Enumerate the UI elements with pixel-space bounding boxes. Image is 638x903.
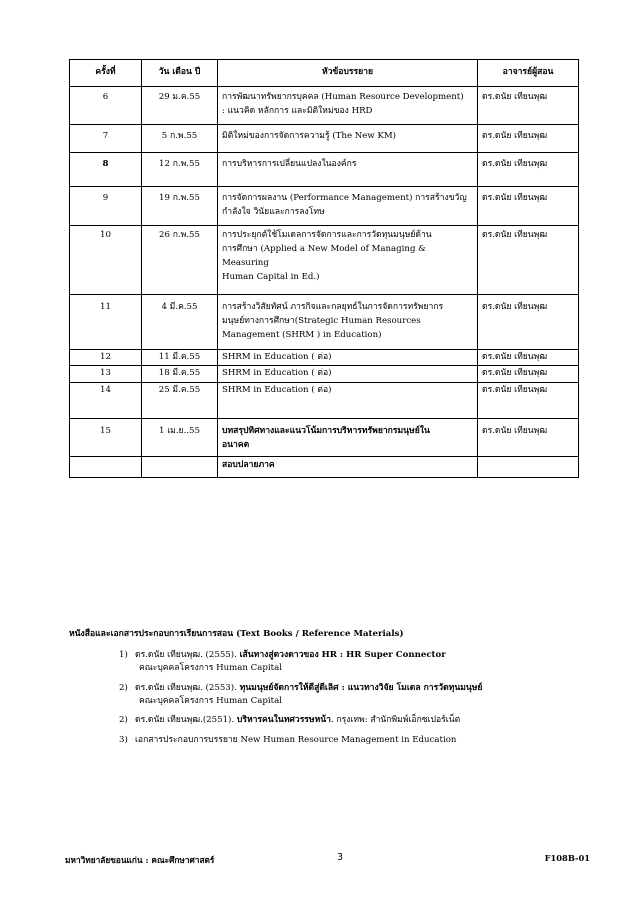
date-cell: 29 ม.ค.55 xyxy=(142,86,218,125)
references-heading: หนังสือและเอกสารประกอบการเรียนการสอน (Text Books / Reference Materials) xyxy=(69,629,404,639)
date-cell: 4 มี.ค.55 xyxy=(142,295,218,349)
topic-line: การจัดการผลงาน (Performance Management) การสร้างขวัญ xyxy=(222,192,467,203)
instructor-cell: ดร.ดนัย เทียนพุฒ xyxy=(478,383,579,419)
empty-cell xyxy=(70,457,142,478)
table-row xyxy=(70,366,579,383)
table-row xyxy=(70,153,579,187)
reference-author: เอกสารประกอบการบรรยาย New Human Resource Management in Education xyxy=(135,735,457,746)
reference-publisher: คณะบุคคลโครงการ Human Capital xyxy=(139,695,282,706)
topic-cell xyxy=(218,226,478,295)
table-row xyxy=(70,125,579,153)
reference-number: 2) xyxy=(119,715,128,726)
session-number-cell: 8 xyxy=(70,153,142,187)
reference-text xyxy=(119,682,482,695)
final-exam-label: สอบปลายภาค xyxy=(218,457,478,478)
table-row xyxy=(70,383,579,419)
session-number-cell: 10 xyxy=(70,226,142,295)
header-date: วัน เดือน ปี xyxy=(142,60,218,87)
instructor-cell: ดร.ดนัย เทียนพุฒ xyxy=(478,186,579,226)
date-cell: 12 ก.พ.55 xyxy=(142,153,218,187)
references-section xyxy=(69,628,589,747)
reference-title: เส้นทางสู่ดวงดาวของ HR : HR Super Connector xyxy=(239,649,446,660)
instructor-cell: ดร.ดนัย เทียนพุฒ xyxy=(478,418,579,457)
date-cell: 11 มี.ค.55 xyxy=(142,349,218,366)
topic-line: Management (SHRM ) in Education) xyxy=(222,329,382,340)
topic-line: SHRM in Education ( ต่อ) xyxy=(222,351,332,362)
lecture-schedule-table xyxy=(69,59,579,478)
topic-line: SHRM in Education ( ต่อ) xyxy=(222,385,332,395)
empty-cell xyxy=(142,457,218,478)
date-cell: 18 มี.ค.55 xyxy=(142,366,218,383)
reference-item xyxy=(69,714,589,727)
topic-cell xyxy=(218,295,478,349)
reference-item xyxy=(69,649,589,662)
session-number-cell: 13 xyxy=(70,366,142,383)
reference-text xyxy=(119,714,460,727)
reference-publisher: . กรุงเทพ: สำนักพิมพ์เอ็กซเปอร์เน็ต xyxy=(330,715,461,726)
reference-number: 1) xyxy=(119,649,128,660)
final-exam-row xyxy=(70,457,579,478)
topic-line: การประยุกต์ใช้โมเดลการจัดการและการวัดทุนมนุษย์ด้าน xyxy=(222,230,432,241)
page-number: 3 xyxy=(337,852,344,863)
table-row xyxy=(70,295,579,349)
table-row xyxy=(70,226,579,295)
empty-cell xyxy=(478,457,579,478)
topic-line: มิติใหม่ของการจัดการความรู้ (The New KM) xyxy=(222,131,397,142)
reference-number: 3) xyxy=(119,735,128,746)
reference-text xyxy=(119,734,456,747)
topic-line: การศึกษา (Applied a New Model of Managing & Measuring xyxy=(222,244,426,268)
date-cell: 1 เม.ย..55 xyxy=(142,418,218,457)
session-number-cell: 12 xyxy=(70,349,142,366)
topic-line: การสร้างวิสัยทัศน์ ภารกิจและกลยุทธ์ในการจัดการทรัพยากร xyxy=(222,302,444,313)
topic-line: การพัฒนาทรัพยากรบุคคล (Human Resource Development) xyxy=(222,91,464,102)
header-instructor: อาจารย์ผู้สอน xyxy=(478,60,579,87)
topic-cell xyxy=(218,186,478,226)
instructor-cell: ดร.ดนัย เทียนพุฒ xyxy=(478,86,579,125)
date-cell: 19 ก.พ.55 xyxy=(142,186,218,226)
reference-title: บริหารคนในทศวรรษหน้า xyxy=(236,715,331,726)
topic-cell xyxy=(218,125,478,153)
session-number-cell: 11 xyxy=(70,295,142,349)
table-row xyxy=(70,86,579,125)
instructor-cell: ดร.ดนัย เทียนพุฒ xyxy=(478,226,579,295)
topic-line: มนุษย์ทางการศึกษา(Strategic Human Resources xyxy=(222,316,421,326)
header-session: ครั้งที่ xyxy=(70,60,142,87)
topic-line: SHRM in Education ( ต่อ) xyxy=(222,368,332,379)
form-code: F108B-01 xyxy=(544,853,590,863)
reference-item xyxy=(69,734,589,747)
reference-publisher: คณะบุคคลโครงการ Human Capital xyxy=(139,662,282,673)
table-row xyxy=(70,186,579,226)
session-number-cell: 14 xyxy=(70,383,142,419)
reference-number: 2) xyxy=(119,682,128,693)
reference-author: ดร.ดนัย เทียนพุฒ. (2555). xyxy=(135,649,237,660)
topic-cell xyxy=(218,349,478,366)
reference-author: ดร.ดนัย เทียนพุฒ. (2553). xyxy=(135,682,237,693)
reference-author: ดร.ดนัย เทียนพุฒ.(2551). xyxy=(135,715,235,726)
topic-line: อนาคต xyxy=(222,439,250,450)
instructor-cell: ดร.ดนัย เทียนพุฒ xyxy=(478,295,579,349)
topic-cell xyxy=(218,86,478,125)
reference-subline xyxy=(69,695,589,708)
topic-cell xyxy=(218,366,478,383)
session-number-cell: 15 xyxy=(70,418,142,457)
date-cell: 5 ก.พ.55 xyxy=(142,125,218,153)
session-number-cell: 9 xyxy=(70,186,142,226)
reference-title: ทุนมนุษย์จัดการให้ดีสู่ดีเลิศ : แนวทางวิจัย โมเดล การวัดทุนมนุษย์ xyxy=(239,682,483,693)
date-cell: 26 ก.พ.55 xyxy=(142,226,218,295)
footer-institution: มหาวิทยาลัยขอนแก่น : คณะศึกษาศาสตร์ xyxy=(65,855,215,865)
topic-line: Human Capital in Ed.) xyxy=(222,271,320,282)
topic-cell xyxy=(218,153,478,187)
topic-line: กำลังใจ วินัยและการลงโทษ xyxy=(222,206,325,217)
date-cell: 25 มี.ค.55 xyxy=(142,383,218,419)
session-number-cell: 7 xyxy=(70,125,142,153)
header-topic: หัวข้อบรรยาย xyxy=(218,60,478,87)
topic-cell xyxy=(218,383,478,419)
page-footer xyxy=(65,853,590,867)
instructor-cell: ดร.ดนัย เทียนพุฒ xyxy=(478,349,579,366)
reference-item xyxy=(69,682,589,695)
topic-line: บทสรุปทิศทางและแนวโน้มการบริหารทรัพยากรมนุษย์ใน xyxy=(222,425,430,436)
topic-line: การบริหารการเปลี่ยนแปลงในองค์กร xyxy=(222,159,357,169)
table-row xyxy=(70,418,579,457)
topic-cell xyxy=(218,418,478,457)
instructor-cell: ดร.ดนัย เทียนพุฒ xyxy=(478,125,579,153)
instructor-cell: ดร.ดนัย เทียนพุฒ xyxy=(478,366,579,383)
instructor-cell: ดร.ดนัย เทียนพุฒ xyxy=(478,153,579,187)
reference-text xyxy=(119,649,446,662)
topic-line: : แนวคิด หลักการ และมิติใหม่ของ HRD xyxy=(222,105,373,116)
session-number-cell: 6 xyxy=(70,86,142,125)
table-row xyxy=(70,349,579,366)
reference-subline xyxy=(69,662,589,675)
table-header-row xyxy=(70,60,579,87)
